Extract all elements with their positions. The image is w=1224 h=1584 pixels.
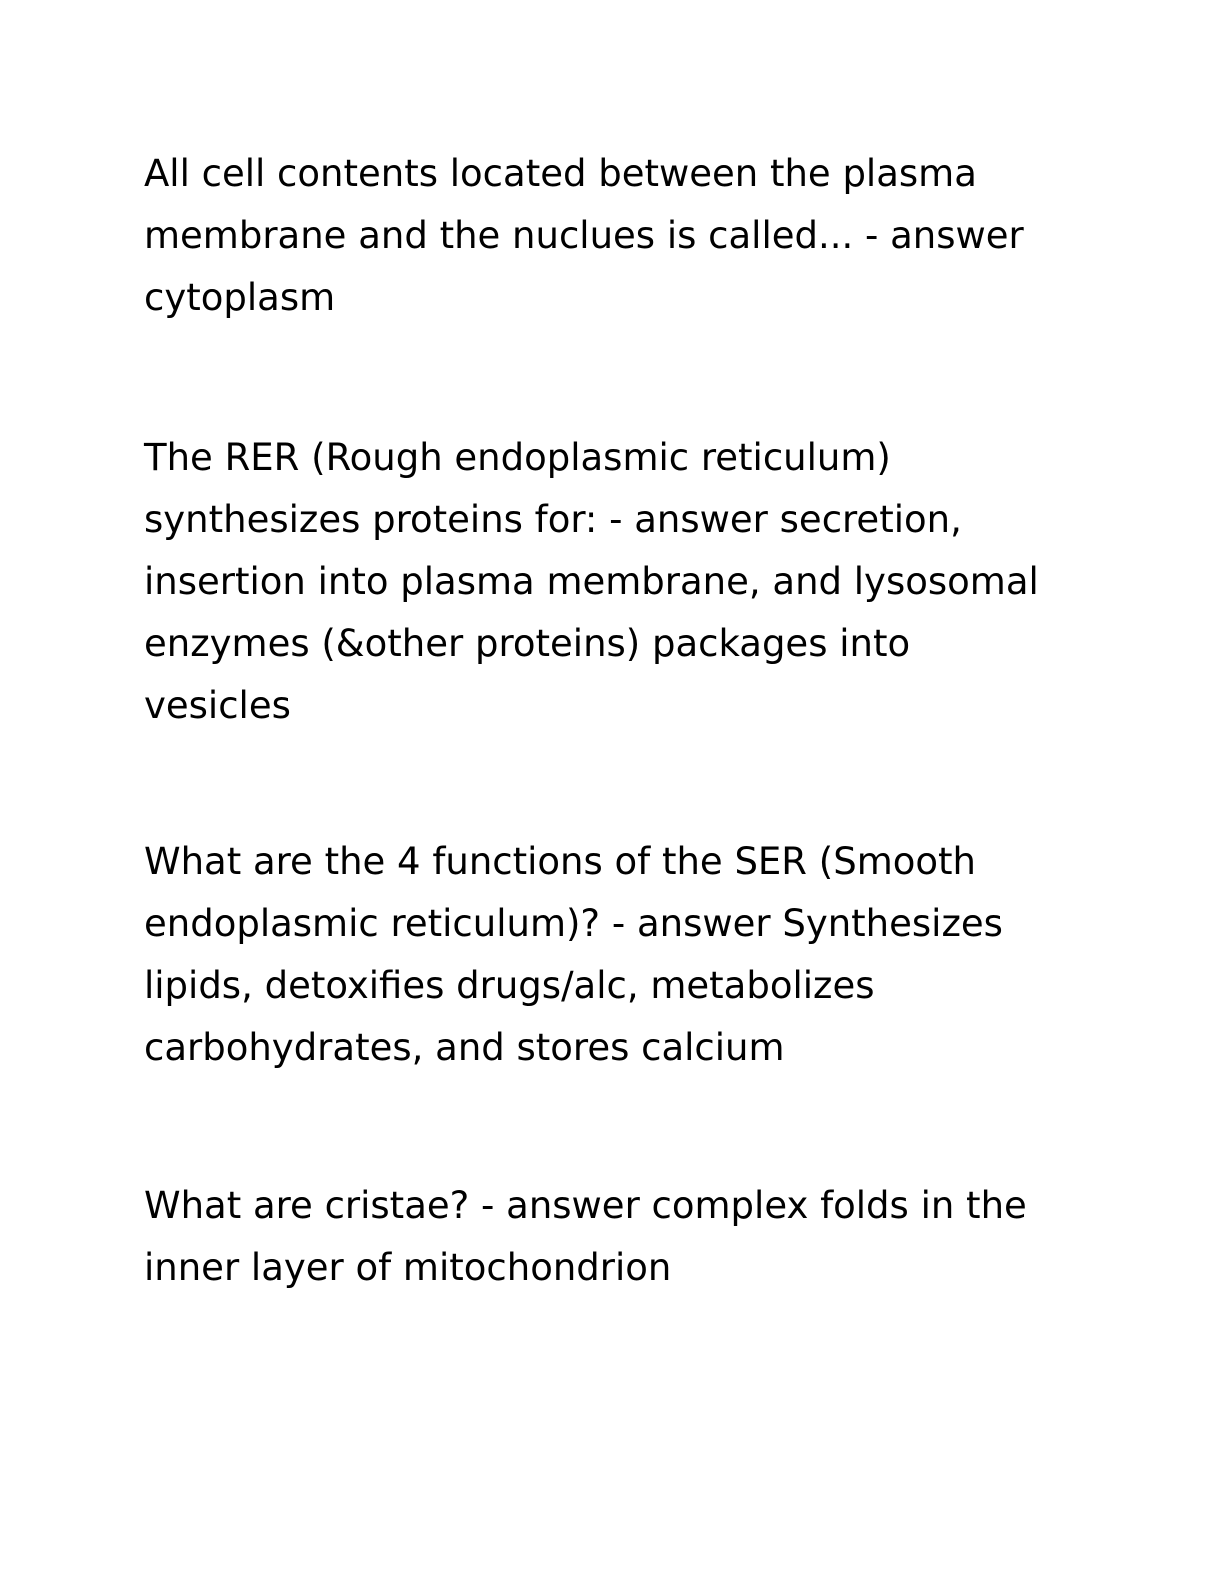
- text-line: insertion into plasma membrane, and lysosomal: [144, 560, 1039, 603]
- qa-paragraph-rer: [144, 427, 1104, 737]
- qa-paragraph-cristae: [144, 1175, 1104, 1299]
- text-line: What are cristae? - answer complex folds in the: [144, 1184, 1027, 1227]
- text-line: lipids, detoxifies drugs/alc, metabolizes: [144, 964, 875, 1007]
- text-line: enzymes (&other proteins) packages into: [144, 622, 911, 665]
- text-line: synthesizes proteins for: - answer secretion,: [144, 498, 962, 541]
- text-line: inner layer of mitochondrion: [144, 1246, 672, 1289]
- text-line: The RER (Rough endoplasmic reticulum): [144, 436, 891, 479]
- text-line: What are the 4 functions of the SER (Smooth: [144, 840, 976, 883]
- qa-paragraph-cytoplasm: [144, 143, 1104, 329]
- text-line: carbohydrates, and stores calcium: [144, 1026, 785, 1069]
- text-line: vesicles: [144, 684, 291, 727]
- text-line: All cell contents located between the plasma: [144, 152, 977, 195]
- text-line: endoplasmic reticulum)? - answer Synthesizes: [144, 902, 1003, 945]
- text-line: membrane and the nuclues is called... - answer: [144, 214, 1024, 257]
- text-line: cytoplasm: [144, 276, 336, 319]
- qa-paragraph-ser: [144, 831, 1104, 1079]
